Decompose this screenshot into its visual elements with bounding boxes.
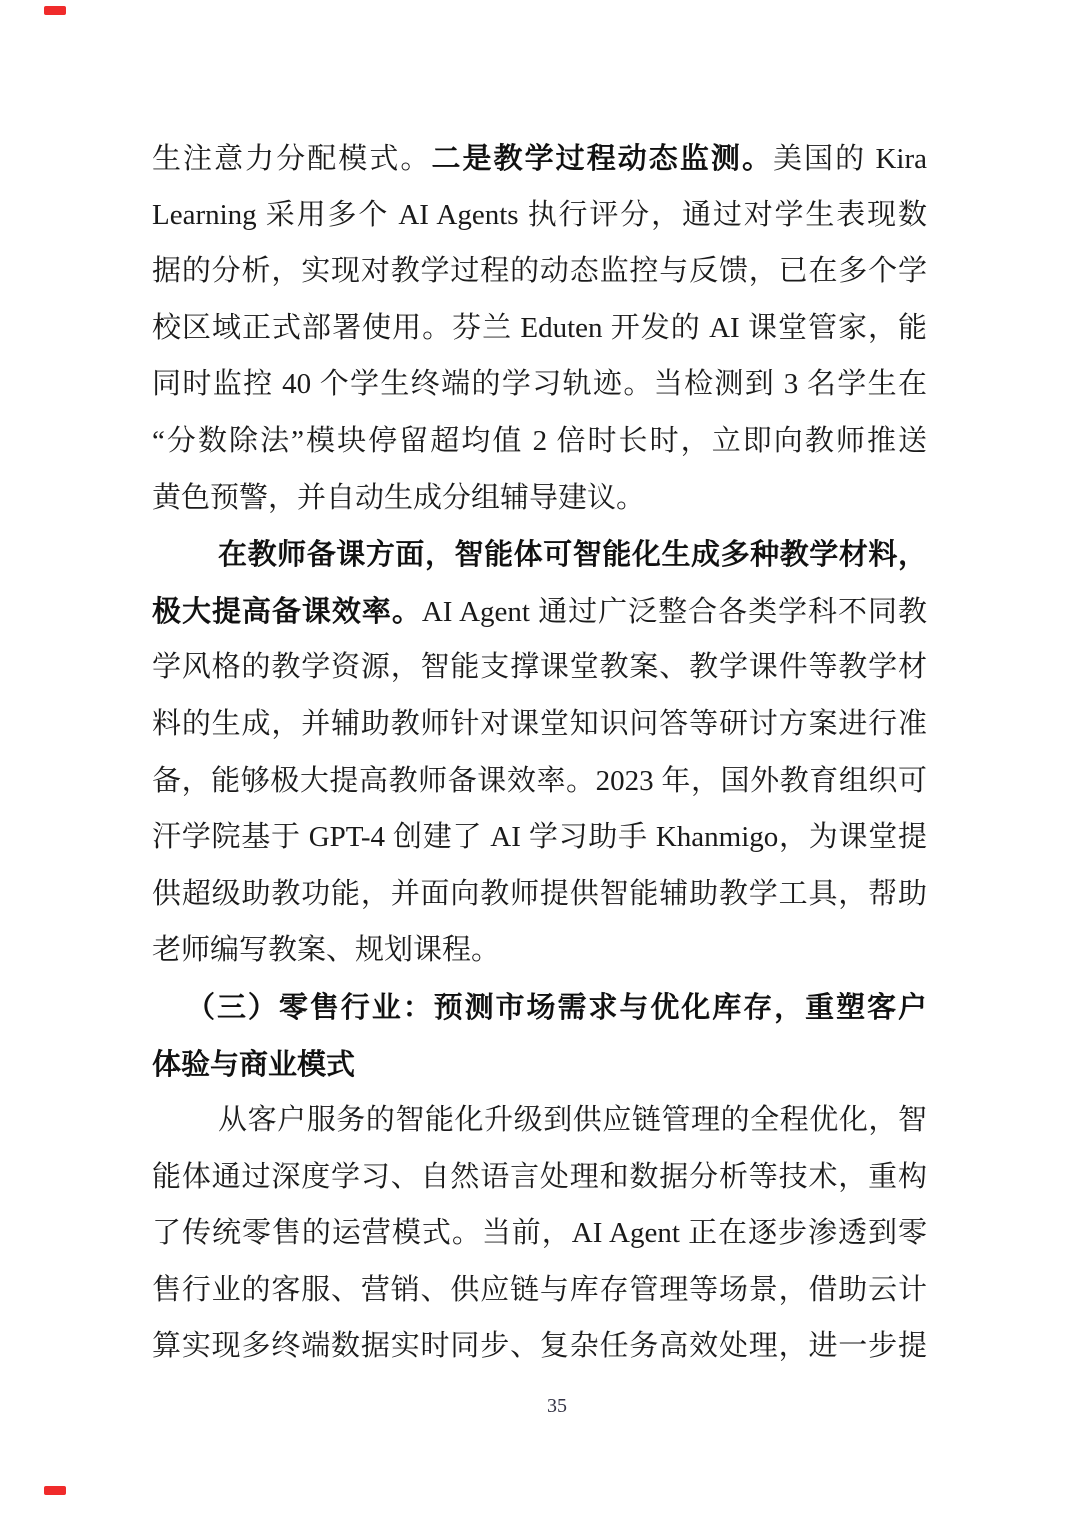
line-text: Learning 采用多个 AI Agents 执行评分，通过对学生表现数 bbox=[152, 198, 927, 231]
paragraph-line bbox=[152, 356, 927, 413]
line-text: 校区域正式部署使用。芬兰 Eduten 开发的 AI 课堂管家，能 bbox=[152, 311, 927, 344]
line-text: 生注意力分配模式。 bbox=[152, 143, 432, 175]
line-text: 汗学院基于 GPT-4 创建了 AI 学习助手 Khanmigo，为课堂提 bbox=[152, 821, 927, 854]
document-body bbox=[152, 130, 927, 1375]
line-text: 备，能够极大提高教师备课效率。2023 年，国外教育组织可 bbox=[152, 764, 927, 797]
paragraph-line bbox=[152, 526, 927, 583]
section-heading-line bbox=[152, 1036, 927, 1093]
paragraph-line bbox=[152, 413, 927, 470]
line-text: 料的生成，并辅助教师针对课堂知识问答等研讨方案进行准 bbox=[152, 707, 927, 740]
line-text: 售行业的客服、营销、供应链与库存管理等场景，借助云计 bbox=[152, 1273, 927, 1306]
line-text: 同时监控 40 个学生终端的学习轨迹。当检测到 3 名学生在 bbox=[152, 368, 927, 401]
paragraph-line bbox=[152, 243, 927, 300]
line-text: 据的分析，实现对教学过程的动态监控与反馈，已在多个学 bbox=[152, 255, 927, 288]
line-text: 老师编写教案、规划课程。 bbox=[152, 934, 501, 967]
paragraph-line bbox=[152, 1318, 927, 1375]
line-text: 黄色预警，并自动生成分组辅导建议。 bbox=[152, 481, 646, 514]
paragraph-line bbox=[152, 753, 927, 810]
line-text: 美国的 Kira bbox=[773, 143, 927, 175]
red-corner-mark-top bbox=[44, 6, 66, 15]
line-text: 了传统零售的运营模式。当前，AI Agent 正在逐步渗透到零 bbox=[152, 1217, 927, 1250]
line-text: 从客户服务的智能化升级到供应链管理的全程优化，智 bbox=[218, 1104, 927, 1137]
paragraph-line bbox=[152, 922, 927, 979]
line-text: 能体通过深度学习、自然语言处理和数据分析等技术，重构 bbox=[152, 1160, 927, 1193]
line-text-bold: 极大提高备课效率。 bbox=[152, 593, 422, 628]
line-text-bold: 二是教学过程动态监测。 bbox=[431, 141, 773, 175]
line-text: “分数除法”模块停留超均值 2 倍时长时，立即向教师推送 bbox=[152, 424, 927, 457]
heading-text: （三）零售行业：预测市场需求与优化库存，重塑客户 bbox=[186, 989, 927, 1024]
heading-text: 体验与商业模式 bbox=[152, 1046, 356, 1081]
line-text: 供超级助教功能，并面向教师提供智能辅助教学工具，帮助 bbox=[152, 877, 927, 910]
paragraph-line bbox=[152, 696, 927, 753]
paragraph-line bbox=[152, 130, 927, 187]
paragraph-line bbox=[152, 1149, 927, 1206]
section-heading-line bbox=[152, 979, 927, 1036]
line-text-bold: 在教师备课方面，智能体可智能化生成多种教学材料， bbox=[218, 537, 927, 572]
red-corner-mark-bottom bbox=[44, 1486, 66, 1495]
paragraph-line bbox=[152, 1205, 927, 1262]
paragraph-line bbox=[152, 1262, 927, 1319]
line-text: AI Agent 通过广泛整合各类学科不同教 bbox=[421, 595, 927, 628]
paragraph-line bbox=[152, 639, 927, 696]
line-text: 学风格的教学资源，智能支撑课堂教案、教学课件等教学材 bbox=[152, 651, 927, 684]
page-number: 35 bbox=[547, 1395, 567, 1417]
paragraph-line bbox=[152, 470, 927, 527]
paragraph-line bbox=[152, 300, 927, 357]
paragraph-line bbox=[152, 866, 927, 923]
line-text: 算实现多终端数据实时同步、复杂任务高效处理，进一步提 bbox=[152, 1330, 927, 1363]
paragraph-line bbox=[152, 1092, 927, 1149]
paragraph-line bbox=[152, 187, 927, 244]
paragraph-line bbox=[152, 583, 927, 640]
paragraph-line bbox=[152, 809, 927, 866]
